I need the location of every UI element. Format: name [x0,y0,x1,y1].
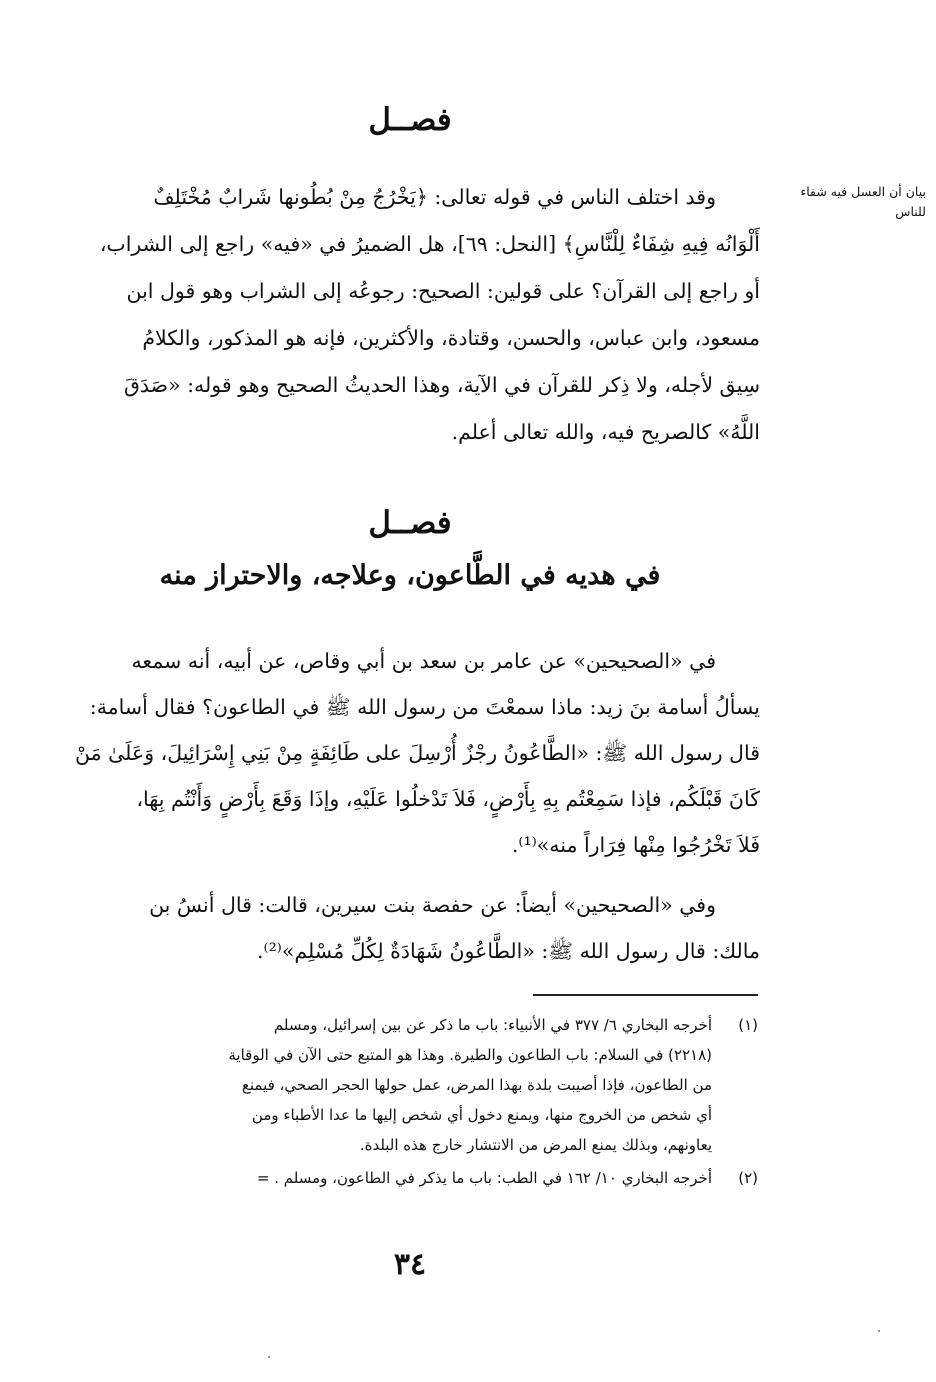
footnote-number: (١) [738,1016,758,1034]
footnote-line: من الطاعون، فإذا أصيبت بلدة بهذا المرض، عمل حولها الحجر الصحي، فيمنع [241,1076,712,1094]
paragraph-plague-hadith [72,638,760,868]
text-line: أو راجع إلى القرآن؟ على قولين: الصحيح: رجوعُه إلى الشراب وهو قول ابن [126,279,760,303]
text-line: وقد اختلف الناس في قوله تعالى: ﴿يَخْرُجُ مِنْ بُطُونها شَرابٌ مُخْتَلِفٌ [153,185,716,209]
margin-note-line: للناس [895,204,926,219]
footnotes [78,1010,758,1193]
footnote-line: أي شخص من الخروج منها، ويمنع دخول أي شخص إليها ما عدا الأطباء ومن [251,1106,712,1124]
text-line: اللَّهُ» كالصريح فيه، والله تعالى أعلم. [451,420,760,444]
section-heading: فصــل [368,102,452,138]
section-heading: فصــل [368,505,452,541]
text-line: فَلاَ تَخْرُجُوا مِنْها فِرَاراً منه»⁽¹⁾. [511,833,760,857]
page-number: ٣٤ [393,1247,427,1282]
footnote [78,1163,758,1193]
footnote [78,1010,758,1160]
footnote-line: (٢٢١٨) في السلام: باب الطاعون والطيرة. وهذا هو المتبع حتى الآن في الوقاية [228,1046,712,1064]
footnote-line: أخرجه البخاري ١٠/ ١٦٢ في الطب: باب ما يذكر في الطاعون، ومسلم . = [256,1169,712,1187]
text-line: أَلْوَانُه فِيهِ شِفَاءٌ لِلْنَّاسِ﴾ [النحل: ٦٩]، هل الضميرُ في «فيه» راجع إلى الشراب، [99,232,760,256]
text-line: وفي «الصحيحين» أيضاً: عن حفصة بنت سيرين، قالت: قال أنسُ بن [149,893,716,917]
text-line: كَانَ قَبْلَكُم، فإذا سَمِعْتُم بِهِ بِأَرْضٍ، فَلاَ تَدْخلُوا عَلَيْهِ، وإذَا وَقَعَ بِأَرْضٍ وَأَنْتُم بِهَا، [136,787,760,811]
footnote-number: (٢) [738,1169,758,1187]
text-line: في «الصحيحين» عن عامر بن سعد بن أبي وقاص، عن أبيه، أنه سمعه [131,649,716,673]
margin-note-line: بيان أن العسل فيه شفاء [800,184,926,199]
text-line: سِيق لأجله، ولا ذِكر للقرآن في الآية، وهذا الحديثُ الصحيح وهو قوله: «صَدَقَ [123,373,760,397]
text-line: قال رسول الله ﷺ: «الطَّاعُونُ رجْزٌ أُرْسِلَ على طَائِفَةٍ مِنْ بَنِي إِسْرَائِيلَ، وَعَلَىٰ مَنْ [74,741,760,765]
scan-speck [268,1356,270,1358]
margin-note [776,182,926,222]
text-line: مسعود، وابن عباس، والحسن، وقتادة، والأكثرين، فإنه هو المذكور، والكلامُ [142,326,760,350]
paragraph-martyrdom-hadith [72,882,760,974]
section-subheading: في هديه في الطَّاعون، وعلاجه، والاحتراز منه [159,560,661,591]
scan-speck [878,1330,880,1332]
text-line: يسألُ أسامة بنَ زيد: ماذا سمعْتَ من رسول الله ﷺ في الطاعون؟ فقال أسامة: [89,695,760,719]
paragraph-honey [72,174,760,456]
footnote-line: يعاونهم، وبذلك يمنع المرض من الانتشار خارج هذه البلدة. [359,1136,712,1154]
text-line: مالك: قال رسول الله ﷺ: «الطَّاعُونُ شَهَادَةٌ لِكُلِّ مُسْلِم»⁽²⁾. [257,939,760,963]
footnote-line: أخرجه البخاري ٦/ ٣٧٧ في الأنبياء: باب ما ذكر عن بين إسرائيل، ومسلم [273,1016,712,1034]
footnote-divider [533,994,758,996]
